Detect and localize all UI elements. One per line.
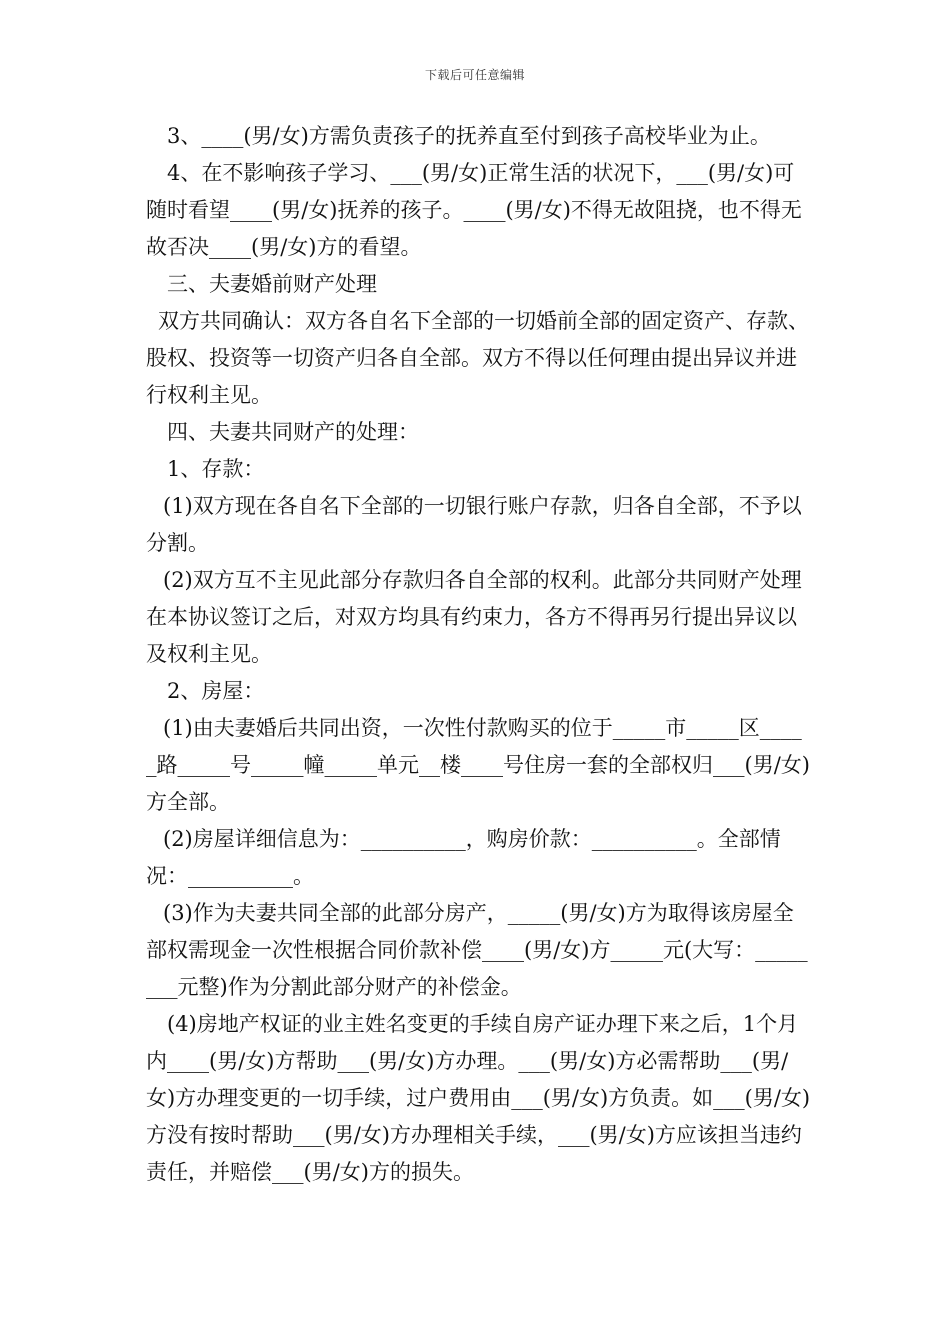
clause-child-support-duration: 3、____(男/女)方需负责孩子的抚养直至付到孩子高校毕业为止。 (167, 124, 771, 148)
subheading-deposits: 1、存款： (167, 457, 265, 481)
clause-house-1: (1)由夫妻婚后共同出资，一次性付款购买的位于_____市_____区_____路_____号_____幢_____单元__楼____号住房一套的全部权归___(男/女)方全部。 (146, 716, 810, 814)
section-heading-joint-property: 四、夫妻共同财产的处理： (167, 420, 419, 444)
clause-house-2: (2)房屋详细信息为：__________，购房价款：__________。全部情况：__________。 (146, 827, 781, 888)
clause-deposits-1: (1)双方现在各自名下全部的一切银行账户存款，归各自全部，不予以分割。 (146, 494, 802, 555)
clause-house-3: (3)作为夫妻共同全部的此部分房产，_____(男/女)方为取得该房屋全部权需现金一次性根据合同价款补偿____(男/女)方_____元(大写：________元整)作为分割此部分财产的补偿金。 (146, 901, 808, 999)
document-body (146, 118, 812, 1191)
clause-visitation-rights: 4、在不影响孩子学习、___(男/女)正常生活的状况下，___(男/女)可随时看望____(男/女)抚养的孩子。____(男/女)不得无故阻挠，也不得无故否决____(男/女)方的看望。 (146, 161, 802, 259)
clause-deposits-2: (2)双方互不主见此部分存款归各自全部的权利。此部分共同财产处理在本协议签订之后，对双方均具有约束力，各方不得再另行提出异议以及权利主见。 (146, 568, 802, 666)
section-heading-premarital-property: 三、夫妻婚前财产处理 (167, 272, 377, 296)
clause-house-4: (4)房地产权证的业主姓名变更的手续自房产证办理下来之后，1个月内____(男/女)方帮助___(男/女)方办理。___(男/女)方必需帮助___(男/女)方办理变更的一切手续，过户费用由___(男/女)方负责。如___(男/女)方没有按时帮助___(男/女)方办理相关手续，___(男/女)方应该担当违约责任，并赔偿___(男/女)方的损失。 (146, 1012, 811, 1184)
page-header: 下载后可任意编辑 (424, 68, 525, 82)
subheading-house: 2、房屋： (167, 679, 265, 703)
clause-premarital-property: 双方共同确认：双方各自名下全部的一切婚前全部的固定资产、存款、股权、投资等一切资产归各自全部。双方不得以任何理由提出异议并进行权利主见。 (146, 309, 809, 407)
